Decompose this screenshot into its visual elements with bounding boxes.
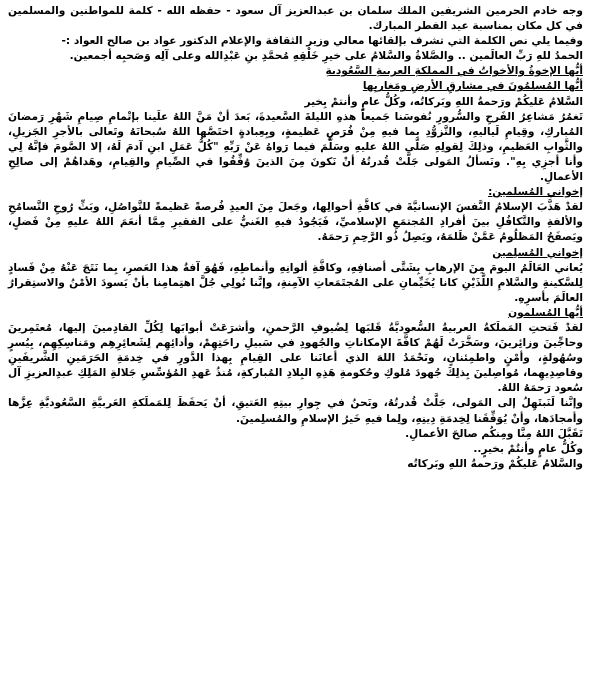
address-muslim-brothers-1: إخواني المُسلمين:: [488, 186, 583, 199]
ramadan-paragraph: تَغمُرُ مَشاعِرُ الفَرحِ والسُّرورِ نُفوسَنا جَميعاً هذهِ الليلةَ السَّعيدةَ، بَعدَ أنْ مَنَّ اللهُ علَينا بإتْمامِ صِيامِ شَهْرِ رَمضانَ المُباركِ، وقِيامِ لَياليهِ، والتَّزوُّدِ بما فيهِ مِنْ فُرَصٍ عَظيمةٍ، وبِعِبادةٍ اختَصَّها اللهُ سُبحانَهُ وتَعالى بالأجرِ الجَزيلِ، والثَّوابِ العَظيمِ، وذلِكَ لِقولِهِ صَلَّى اللهُ عليهِ وسَلَّمَ فيما رَواهُ عَنْ رَبِّهِ "كُلُّ عَمَلِ ابنِ آدمَ لَهُ، إلا الصَّومَ فإنَّهُ لِي وأنا أجزِي بِهِ". ونَسألُ المَولى جَلَّتْ قُدرتُهُ أنْ نَكونَ مِنَ الذينَ وُفِّقُوا في الصِّيامِ والقِيامِ، وهَداهُمْ إلى صالِحِ الأعمالِ.: [8, 110, 583, 184]
closing-line-3: والسَّلامُ عَليكُمْ ورَحمةُ اللهِ وبَركاتُه: [407, 457, 583, 470]
closing-line-1: تَقَبَّلَ اللهُ مِنَّا ومِنكُم صالحَ الأعمالِ.: [405, 427, 583, 440]
opening-paragraph: الحمدُ للهِ رَبِّ العالَمين .. والصَّلاةُ والسَّلامُ على خيرِ خَلْقِهِ مُحمَّدِ بنِ عَبْدِالله وعلى آلِه وَصَحبِه أجمعين.: [69, 50, 583, 63]
prayer-paragraph: وإنَّنا لَنَبتَهِلُ إلى المَولى، جَلَّتْ قُدرتُهُ، ونَحنُ في جِوارِ بيتِهِ العَتيقِ، أنْ يَحفَظَ لِلمَملَكةِ العَربيَّةِ السَّعُوديَّةِ عِزَّها وأمجادَها، وأنْ يُوَفِّقَنا لِخِدمَةِ دِينِهِ، ولِما فيهِ خَيرُ الإسلامِ والمُسلِمينَ.: [8, 397, 583, 425]
greeting-line: السَّلامُ عَليكُمْ ورَحمةُ اللهِ وبَركاتُه، وكُلُّ عامٍ وأنتمْ بِخير: [304, 95, 583, 108]
terrorism-paragraph: يُعاني العَالَمُ اليومَ مِنَ الإرهابِ بِشَتَّى أصنافِهِ، وكافَّةِ ألوانِهِ وأنماطِهِ، فَهُوَ آفةُ هذا العَصرِ، بِما نَتَجَ عَنْهُ مِنْ فَسادٍ لِلسَّكينةِ والسَّلامِ اللَّذَيْنِ كانا يُخَيِّمانِ على المُجتَمَعاتِ الآمِنةِ، وإنَّنا نُولِي جُلَّ اهتِمامِنا بأنْ يَسودَ الأمْنُ والاستِقرارُ العالَمَ بأسرِهِ.: [8, 261, 583, 304]
address-muslims-east-west: أيُّها المُسلِمُونَ في مشارقِ الأرضِ ومَغاربِها: [362, 80, 583, 93]
address-muslims: أيُّها المُسلمون: [508, 306, 583, 319]
delivered-by-paragraph: وفيما يلي نص الكلمة التي تشرف بإلقائها معالي وزير الثقافة والإعلام الدكتور عواد بن صالح العواد :-: [61, 35, 583, 48]
address-brothers-sisters: أيُّها الإخوةُ والأخواتُ في المملكةِ العربيةِ السَّعُوديةِ: [325, 65, 583, 78]
intro-paragraph: وجه خادم الحرمين الشريفين الملك سلمان بن عبدالعزيز آل سعود - حفظه الله - كلمة للمواطنين والمسلمين في كل مكان بمناسبة عيد الفطر المبارك.: [8, 5, 583, 33]
address-muslim-brothers-2: إخواني المُسلِمين: [492, 246, 583, 259]
eid-values-paragraph: لقدْ هَذَّبَ الإسلامُ النَّفسَ الإنسانيَّةَ في كافَّةِ أحوالِها، وجَعلَ مِنَ العيدِ فُرصةً عَظيمةً للتَّواصُلِ، وبَثِّ رُوحِ التَّسامُحِ والألفةِ والتَّكافُلِ بينَ أفرادِ المُجتمَعِ الإسلاميِّ، فَيَجُودُ فيهِ الغَنيُّ على الفقيرِ مِمَّا أنعَمَ اللهُ عليهِ مِنْ فَضلٍ، ويَصفَحُ المَظلُومُ عَمَّنْ ظَلمَهُ، ويَصِلُ ذُو الرَّحِمِ رَحمَهُ.: [8, 201, 583, 244]
closing-line-2: وكُلُّ عامٍ وأنتُمْ بخيرٍ..: [473, 442, 583, 455]
two-holy-mosques-paragraph: لقدْ فَتحتِ المَملَكةُ العربيةُ السُّعوديَّةُ قَلبَها لِضُيوفِ الرَّحمنِ، وأشرَعَتْ أبوابَها لِكُلِّ القادِمينَ إليها، مُعتَمِرينَ وحاجِّينَ وزائِرينَ، وسَخَّرَتْ لَهُمْ كافَّةَ الإمكاناتِ والجُهودِ في سَبيلِ راحَتِهِمْ، وأدائِهِم لِشَعائِرِهِم ومَناسِكِهِم، بِيُسرٍ وسُهُولةٍ، وأمْنٍ واطمِئنانٍ، ونَحْمَدُ اللهَ الذي أعانَنا على القِيامِ بِهذا الدَّورِ في خِدمَةِ الحَرَمَينِ الشَّريفَينِ وقاصِدِيهِما، مُواصِلينَ بِذلِكَ جُهودَ مُلوكِ وحُكومةِ هَذِهِ البِلادِ المُباركةِ، مُنذُ عَهدِ المُؤسِّسِ جَلالةِ المَلِكِ عبدِالعزيزِ آل سُعود رَحمَهُ اللهُ.: [8, 321, 583, 395]
